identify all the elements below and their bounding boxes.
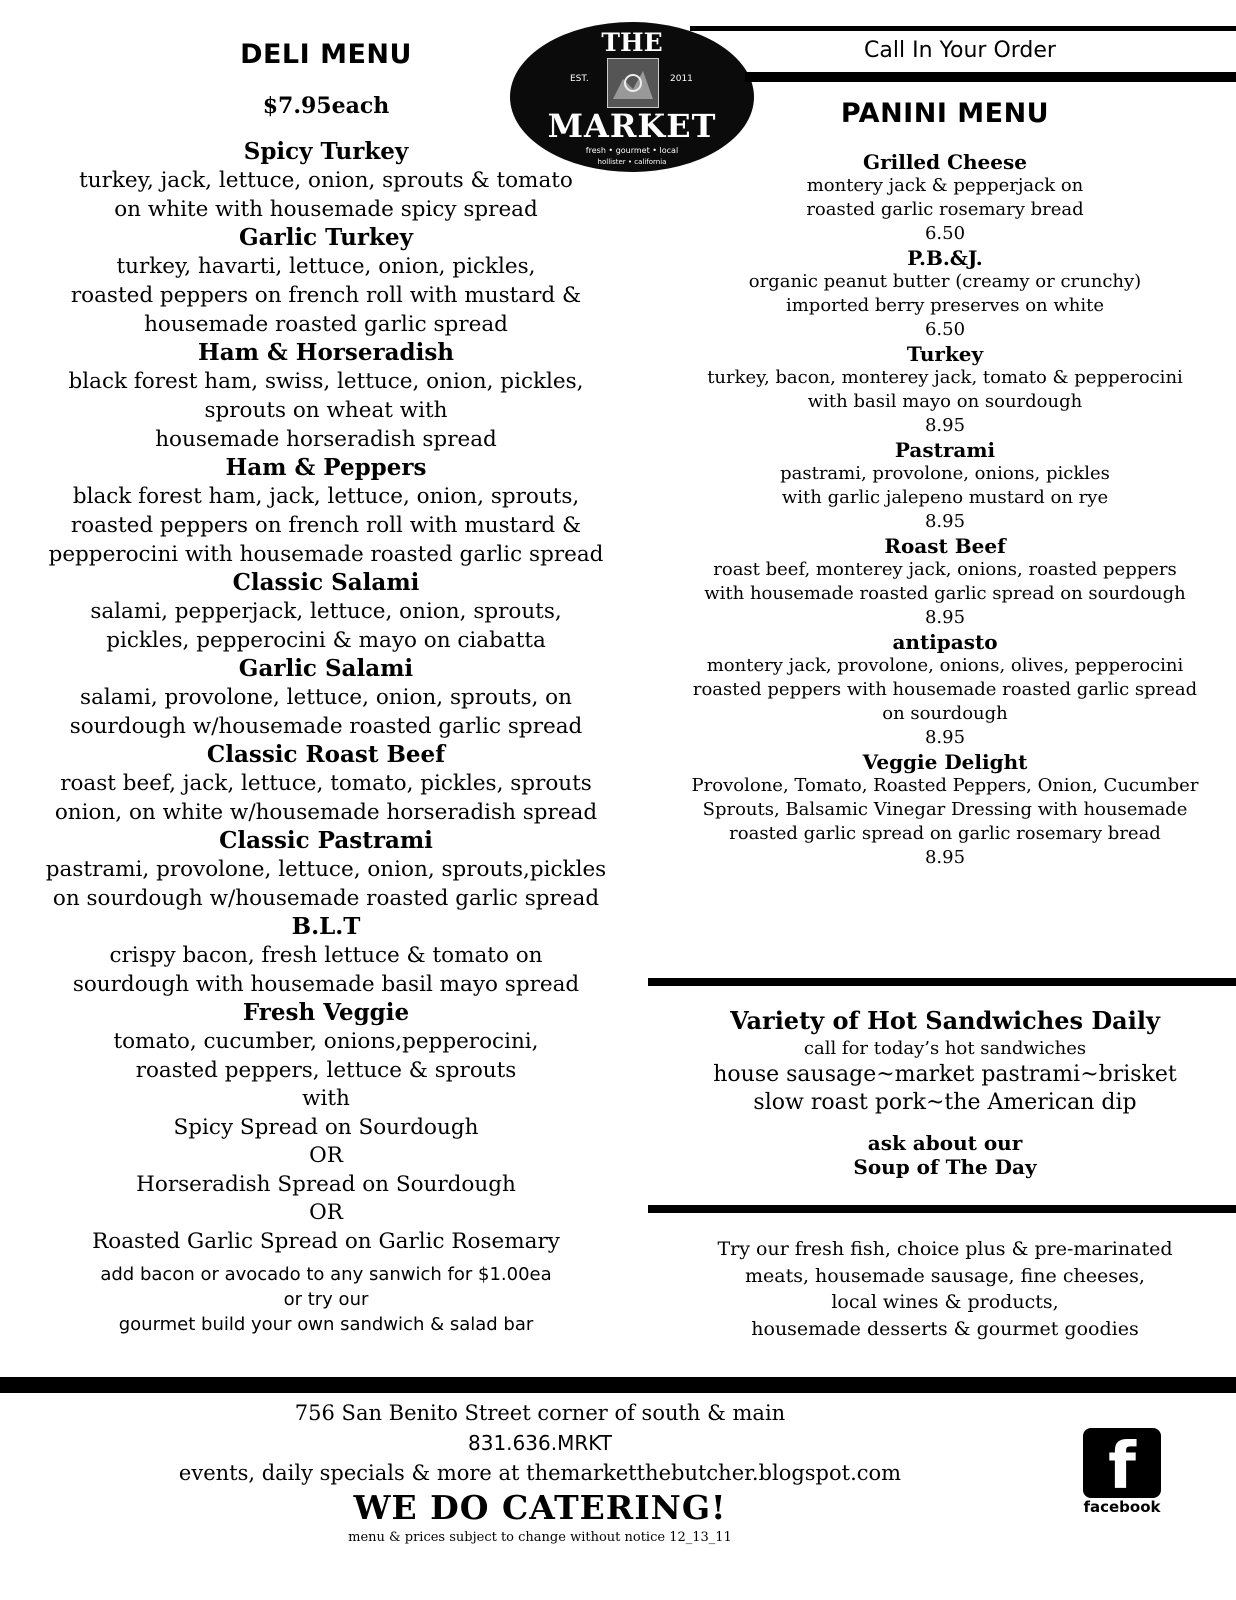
panini-item-description: roasted garlic spread on garlic rosemary bread	[729, 823, 1161, 844]
deli-item-description: sourdough w/housemade roasted garlic spread	[69, 714, 583, 739]
deli-item-description: black forest ham, jack, lettuce, onion, sprouts,	[72, 484, 580, 509]
call-rule	[745, 72, 1236, 82]
try-line: housemade desserts & gourmet goodies	[751, 1317, 1139, 1340]
deli-item-description: crispy bacon, fresh lettuce & tomato on	[109, 943, 543, 968]
logo-est: EST.	[570, 74, 589, 84]
panini-item-description: imported berry preserves on white	[785, 295, 1105, 316]
deli-item-description: Roasted Garlic Spread on Garlic Rosemary	[92, 1228, 560, 1254]
deli-note-line: or try our	[283, 1289, 369, 1310]
deli-item-description: Horseradish Spread on Sourdough	[136, 1171, 516, 1197]
deli-item-name: Spicy Turkey	[243, 138, 409, 165]
panini-item-price: 8.95	[924, 607, 966, 628]
panini-item-description: montery jack & pepperjack on	[806, 175, 1084, 196]
deli-item-description: pastrami, provolone, lettuce, onion, sprouts,pickles	[45, 857, 607, 882]
deli-item	[20, 827, 632, 913]
deli-item	[20, 655, 632, 741]
panini-item	[660, 150, 1230, 246]
deli-item-name: Fresh Veggie	[242, 999, 410, 1026]
try-our-products	[660, 1236, 1230, 1342]
deli-item-name: Classic Pastrami	[219, 827, 433, 854]
deli-item-description: pickles, pepperocini & mayo on ciabatta	[106, 628, 546, 653]
panini-item	[660, 534, 1230, 630]
deli-item-description: roasted peppers on french roll with mustard &	[70, 513, 582, 538]
panini-item-price: 6.50	[924, 319, 966, 340]
panini-item-name: antipasto	[892, 630, 998, 654]
deli-item-description: salami, pepperjack, lettuce, onion, sprouts,	[90, 599, 562, 624]
logo-year: 2011	[670, 74, 693, 84]
panini-item-price: 8.95	[924, 415, 966, 436]
panini-item	[660, 342, 1230, 438]
deli-item-description: salami, provolone, lettuce, onion, sprouts, on	[80, 685, 572, 710]
call-in-order: Call In Your Order	[864, 38, 1056, 63]
panini-item-description: turkey, bacon, monterey jack, tomato & pepperocini	[707, 367, 1183, 388]
deli-item-description: turkey, havarti, lettuce, onion, pickles,	[116, 254, 536, 279]
panini-item	[660, 438, 1230, 534]
try-line: meats, housemade sausage, fine cheeses,	[745, 1264, 1145, 1287]
logo-emblem-icon	[607, 58, 659, 108]
panini-menu-title: PANINI MENU	[840, 98, 1050, 129]
deli-item-description: on sourdough w/housemade roasted garlic spread	[52, 886, 600, 911]
deli-item-list	[20, 138, 632, 1256]
catering-banner: WE DO CATERING!	[353, 1488, 727, 1527]
deli-item-name: Garlic Salami	[238, 655, 414, 682]
deli-price: $7.95each	[262, 93, 390, 119]
panini-item-name: Turkey	[906, 342, 984, 366]
deli-item-name: Ham & Peppers	[225, 454, 427, 481]
deli-item-description: pepperocini with housemade roasted garlic spread	[48, 542, 604, 567]
deli-item-name: Garlic Turkey	[239, 224, 413, 251]
panini-menu	[660, 150, 1230, 870]
hot-sandwiches	[660, 1005, 1230, 1179]
panini-item-description: montery jack, provolone, onions, olives, pepperocini	[706, 655, 1184, 676]
deli-item	[20, 454, 632, 569]
hot-bottom-rule	[648, 1205, 1236, 1213]
panini-item-name: Pastrami	[894, 438, 996, 462]
deli-item-description: with	[302, 1086, 350, 1111]
hot-title: Variety of Hot Sandwiches Daily	[730, 1006, 1160, 1035]
address: 756 San Benito Street corner of south & main	[294, 1401, 786, 1425]
panini-item-name: Grilled Cheese	[863, 150, 1027, 174]
deli-menu	[20, 30, 632, 1337]
panini-item-name: Roast Beef	[884, 534, 1006, 558]
deli-item-description: tomato, cucumber, onions,pepperocini,	[113, 1029, 539, 1054]
deli-item-description: sprouts on wheat with	[204, 398, 448, 423]
panini-item-description: roasted garlic rosemary bread	[806, 199, 1084, 220]
deli-menu-title: DELI MENU	[240, 39, 412, 70]
panini-item-description: with garlic jalepeno mustard on rye	[781, 487, 1109, 508]
facebook-label: facebook	[1083, 1498, 1161, 1516]
deli-item-description: OR	[309, 1143, 343, 1168]
panini-item-description: roasted peppers with housemade roasted garlic spread	[692, 679, 1198, 700]
deli-item-name: Classic Roast Beef	[206, 741, 446, 768]
phone: 831.636.MRKT	[468, 1431, 612, 1455]
panini-item-name: Veggie Delight	[862, 750, 1028, 774]
hot-line: house sausage~market pastrami~brisket	[713, 1062, 1177, 1087]
panini-item-description: with housemade roasted garlic spread on sourdough	[704, 583, 1186, 604]
panini-item-price: 8.95	[924, 727, 966, 748]
panini-item-description: roast beef, monterey jack, onions, roasted peppers	[713, 559, 1177, 580]
top-rule	[690, 26, 1236, 31]
panini-item	[660, 630, 1230, 750]
deli-item-description: Spicy Spread on Sourdough	[173, 1114, 479, 1140]
hot-line: slow roast pork~the American dip	[753, 1090, 1137, 1115]
deli-item	[20, 224, 632, 339]
panini-item-description: Provolone, Tomato, Roasted Peppers, Onion, Cucumber	[691, 775, 1199, 796]
deli-item-description: onion, on white w/housemade horseradish spread	[54, 800, 598, 825]
panini-item-price: 6.50	[924, 223, 966, 244]
deli-item	[20, 339, 632, 454]
soup-ask: ask about our	[867, 1131, 1023, 1155]
deli-item-description: sourdough with housemade basil mayo spread	[72, 972, 580, 997]
deli-item-description: on white with housemade spicy spread	[114, 197, 538, 222]
deli-item-name: B.L.T	[291, 913, 361, 940]
deli-item-name: Ham & Horseradish	[197, 339, 455, 366]
logo-location: hollister • california	[597, 158, 667, 166]
panini-item-description: with basil mayo on sourdough	[807, 391, 1083, 412]
deli-item-description: housemade roasted garlic spread	[144, 312, 508, 337]
panini-item	[660, 750, 1230, 870]
blog-line: events, daily specials & more at themarketthebutcher.blogspot.com	[178, 1461, 902, 1485]
panini-item-description: organic peanut butter (creamy or crunchy)	[748, 271, 1142, 292]
panini-item-description: pastrami, provolone, onions, pickles	[780, 463, 1110, 484]
logo-the: THE	[601, 28, 663, 57]
panini-item-price: 8.95	[924, 511, 966, 532]
facebook-icon[interactable]: f	[1083, 1428, 1161, 1498]
hot-top-rule	[648, 978, 1236, 986]
logo-word: MARKET	[547, 107, 717, 145]
panini-item	[660, 246, 1230, 342]
deli-note-line: add bacon or avocado to any sanwich for $1.00ea	[100, 1264, 552, 1285]
deli-item-description: OR	[309, 1200, 343, 1225]
hot-subtitle: call for today’s hot sandwiches	[803, 1038, 1087, 1059]
deli-item-description: roast beef, jack, lettuce, tomato, pickles, sprouts	[60, 771, 592, 796]
deli-item	[20, 913, 632, 999]
panini-item-description: Sprouts, Balsamic Vinegar Dressing with housemade	[702, 799, 1188, 820]
deli-note	[20, 1262, 632, 1337]
disclaimer: menu & prices subject to change without notice 12_13_11	[348, 1530, 732, 1545]
deli-item-description: housemade horseradish spread	[155, 427, 497, 452]
try-line: local wines & products,	[831, 1291, 1059, 1313]
panini-item-price: 8.95	[924, 847, 966, 868]
footer-rule	[0, 1377, 1236, 1393]
footer	[0, 1398, 1080, 1548]
deli-note-line: gourmet build your own sandwich & salad bar	[118, 1314, 534, 1335]
logo-tagline: fresh • gourmet • local	[585, 146, 679, 155]
soup-of-the-day: Soup of The Day	[853, 1155, 1037, 1179]
deli-item-description: roasted peppers, lettuce & sprouts	[135, 1058, 517, 1083]
panini-item-name: P.B.&J.	[907, 246, 983, 270]
deli-item-description: roasted peppers on french roll with mustard &	[70, 283, 582, 308]
facebook-link[interactable]	[1083, 1428, 1161, 1516]
deli-item-description: black forest ham, swiss, lettuce, onion, pickles,	[68, 369, 584, 394]
deli-item	[20, 569, 632, 655]
deli-item-name: Classic Salami	[232, 569, 420, 596]
deli-item	[20, 741, 632, 827]
deli-item-description: turkey, jack, lettuce, onion, sprouts & tomato	[79, 168, 573, 193]
panini-item-description: on sourdough	[882, 703, 1008, 724]
try-line: Try our fresh fish, choice plus & pre-marinated	[717, 1238, 1173, 1260]
deli-item	[20, 999, 632, 1256]
